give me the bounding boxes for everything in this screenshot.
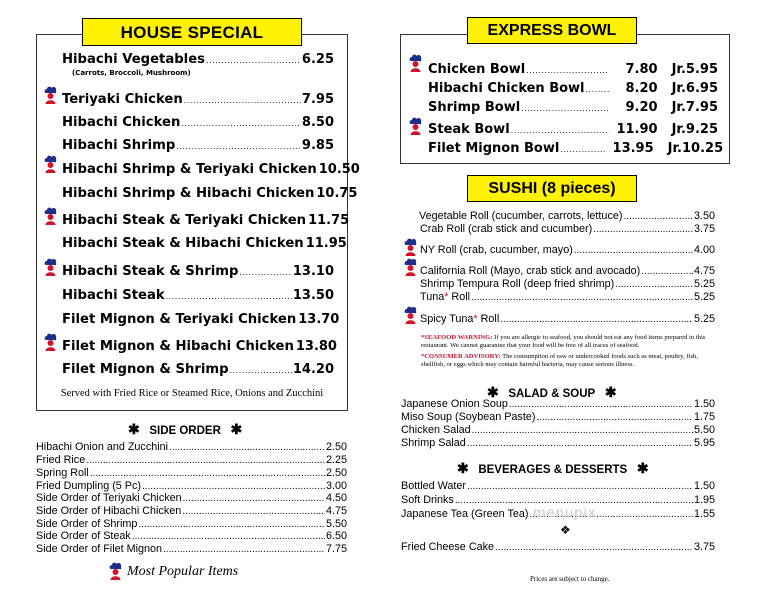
item-price: 1.50: [693, 480, 715, 492]
item-price: 6.50: [325, 530, 347, 542]
most-popular-label: Most Popular Items: [127, 563, 239, 579]
menu-item: [62, 236, 347, 251]
item-name: Fried Rice: [36, 454, 86, 466]
item-price: 5.25: [693, 278, 715, 290]
menu-item: [36, 467, 347, 479]
leader-dots: [560, 145, 604, 154]
sushi-item: [420, 313, 715, 325]
junior-price: 9.25: [685, 122, 718, 137]
item-name: Shrimp Tempura Roll (deep fried shrimp): [420, 278, 615, 290]
item-name: NY Roll (crab, cucumber, mayo): [420, 244, 573, 256]
item-name: Fried Dumpling (5 Pc): [36, 480, 142, 492]
junior-label: Jr.: [671, 100, 686, 115]
leader-dots: [455, 495, 693, 506]
item-price: 7.75: [325, 543, 347, 555]
menu-item: [36, 480, 347, 492]
leader-dots: [521, 104, 608, 113]
junior-label: Jr.: [671, 62, 686, 77]
chef-icon: [43, 333, 58, 352]
menu-item: [36, 492, 347, 504]
menu-item: [401, 411, 715, 423]
sushi-item: [420, 265, 715, 277]
junior-label: Jr.: [671, 81, 686, 96]
sushi-item: [420, 244, 715, 256]
leader-dots: [142, 481, 325, 492]
item-price: 1.55: [693, 508, 715, 520]
seafood-warning-text: If you are allergic to seafood, you should not eat any food items prepared in this restaurant. We cannot guarantee that your food will be free of all traces of seafood.: [421, 334, 706, 350]
watermark: menupix: [533, 506, 597, 521]
item-price: 13.80: [295, 339, 337, 354]
star-icon: ✱: [636, 460, 649, 476]
sushi-item: [420, 278, 715, 290]
item-name-text: Tuna: [420, 291, 445, 303]
asterisk-mark: *: [444, 291, 449, 303]
chef-icon: [408, 117, 423, 136]
leader-dots: [230, 366, 292, 375]
item-name: Japanese Onion Soup: [401, 398, 508, 410]
leader-dots: [467, 481, 693, 492]
star-icon: ✱: [230, 421, 243, 437]
menu-item: [401, 437, 715, 449]
asterisk-mark: *: [473, 313, 478, 325]
most-popular-legend: [108, 562, 238, 581]
item-price: 7.80: [625, 62, 658, 77]
item-name: Hibachi Shrimp & Hibachi Chicken: [62, 186, 315, 201]
seafood-warning-label: *SEAFOOD WARNING:: [421, 334, 493, 341]
leader-dots: [574, 245, 693, 256]
item-price: 3.00: [325, 480, 347, 492]
item-name: Crab Roll (crab stick and cucumber): [420, 223, 593, 235]
item-name: Hibachi Chicken: [62, 115, 181, 130]
leader-dots: [206, 56, 301, 65]
item-name: Chicken Salad: [401, 424, 471, 436]
salad-soup-title: SALAD & SOUP: [508, 388, 596, 400]
leader-dots: [472, 425, 693, 436]
star-icon: ✱: [487, 384, 499, 400]
menu-item: [62, 264, 334, 279]
item-name-suffix: Roll: [477, 313, 500, 325]
served-note: Served with Fried Rice or Steamed Rice, Onions and Zucchini: [60, 388, 324, 399]
item-price: 7.95: [301, 92, 334, 107]
item-name: Filet Mignon & Teriyaki Chicken: [62, 312, 297, 327]
item-name: Fried Cheese Cake: [401, 541, 495, 553]
leader-dots: [181, 119, 301, 128]
item-price: 6.25: [301, 52, 334, 67]
menu-item: [62, 186, 358, 201]
sushi-item: [419, 210, 715, 222]
menu-item: [62, 115, 334, 130]
item-price: 4.00: [693, 244, 715, 256]
junior-price: 10.25: [682, 141, 724, 156]
item-price: 13.50: [292, 288, 334, 303]
menu-item: [62, 213, 350, 228]
menu-item: [62, 92, 334, 107]
leader-dots: [586, 85, 609, 94]
item-name: Side Order of Steak: [36, 530, 131, 542]
leader-dots: [467, 438, 693, 449]
item-price: 1.95: [693, 494, 715, 506]
item-price: 5.50: [693, 424, 715, 436]
item-name: Side Order of Teriyaki Chicken: [36, 492, 182, 504]
menu-item: [36, 518, 347, 530]
leader-dots: [471, 292, 693, 303]
menu-item: [401, 494, 715, 506]
item-name: Japanese Tea (Green Tea): [401, 508, 529, 520]
item-name: Side Order of Hibachi Chicken: [36, 505, 182, 517]
star-icon: ✱: [457, 460, 469, 476]
junior-price: 5.95: [685, 62, 718, 77]
item-price: 13.70: [298, 312, 340, 327]
item-price: 5.25: [693, 291, 715, 303]
menu-item: [401, 424, 715, 436]
menu-item: [36, 530, 347, 542]
item-name: Bottled Water: [401, 480, 467, 492]
consumer-advisory: [421, 353, 717, 369]
leader-dots: [90, 468, 325, 479]
chef-icon: [108, 562, 123, 581]
leader-dots: [182, 506, 325, 517]
sushi-item: [420, 291, 715, 303]
item-name: Hibachi Chicken Bowl: [428, 81, 585, 96]
item-price: 9.20: [625, 100, 658, 115]
leader-dots: [615, 279, 693, 290]
leader-dots: [536, 412, 693, 423]
chef-icon: [403, 258, 418, 277]
item-price: 2.50: [325, 467, 347, 479]
item-name: Hibachi Shrimp: [62, 138, 176, 153]
menu-item: [62, 312, 340, 327]
item-name: Soft Drinks: [401, 494, 454, 506]
item-price: 5.95: [693, 437, 715, 449]
menu-item: [36, 441, 347, 453]
chef-icon: [43, 207, 58, 226]
house-special-title: HOUSE SPECIAL: [82, 18, 302, 46]
leader-dots: [169, 442, 325, 453]
item-price: 2.25: [325, 454, 347, 466]
chef-icon: [403, 306, 418, 325]
item-name: Hibachi Steak & Shrimp: [62, 264, 239, 279]
item-name: [420, 291, 470, 303]
vegetables-note: (Carrots, Broccoli, Mushroom): [72, 69, 191, 77]
item-name: California Roll (Mayo, crab stick and avocado): [420, 265, 641, 277]
item-name: Miso Soup (Soybean Paste): [401, 411, 536, 423]
beverages-title: BEVERAGES & DESSERTS: [478, 464, 628, 476]
side-order-header: [128, 421, 242, 438]
leader-dots: [176, 142, 301, 151]
item-name: Filet Mignon Bowl: [428, 141, 560, 156]
seafood-warning: [421, 334, 717, 350]
diamond-ornament-icon: ❖: [560, 523, 571, 537]
menu-item: [62, 288, 334, 303]
item-price: 4.75: [693, 265, 715, 277]
leader-dots: [184, 96, 301, 105]
consumer-advisory-text: The consumption of raw or undercooked foods such as meat, poultry, fish, shellfish, or eggs which may contain harmful bacteria, may cause serious illness.: [421, 353, 698, 369]
menu-item: [36, 505, 347, 517]
item-price: 5.50: [325, 518, 347, 530]
junior-label: Jr.: [667, 141, 682, 156]
bowl-item: [428, 100, 718, 115]
menu-item: [62, 362, 334, 377]
chef-icon: [408, 54, 423, 73]
leader-dots: [163, 544, 325, 555]
leader-dots: [526, 66, 608, 75]
junior-price: 7.95: [685, 100, 718, 115]
side-order-title: SIDE ORDER: [149, 425, 221, 437]
leader-dots: [593, 224, 693, 235]
item-name: Hibachi Shrimp & Teriyaki Chicken: [62, 162, 317, 177]
item-name-text: Spicy Tuna: [420, 313, 474, 325]
leader-dots: [511, 126, 609, 135]
item-price: 1.75: [693, 411, 715, 423]
item-price: 3.75: [693, 541, 715, 553]
bowl-item: [428, 122, 718, 137]
chef-icon: [43, 258, 58, 277]
leader-dots: [623, 211, 693, 222]
menu-item: [62, 339, 337, 354]
leader-dots: [166, 292, 292, 301]
leader-dots: [132, 531, 325, 542]
junior-price: 6.95: [685, 81, 718, 96]
item-price: 3.75: [693, 223, 715, 235]
beverages-header: [457, 460, 649, 477]
bowl-item: [428, 141, 724, 156]
item-price: 8.50: [301, 115, 334, 130]
item-name: Side Order of Filet Mignon: [36, 543, 163, 555]
item-name: [420, 313, 499, 325]
item-price: 9.85: [301, 138, 334, 153]
consumer-advisory-label: *CONSUMER ADVISORY:: [421, 353, 501, 360]
item-price: 4.50: [325, 492, 347, 504]
item-name: Filet Mignon & Hibachi Chicken: [62, 339, 294, 354]
item-name: Filet Mignon & Shrimp: [62, 362, 229, 377]
item-name: Steak Bowl: [428, 122, 510, 137]
item-price: 8.20: [625, 81, 658, 96]
item-name: Vegetable Roll (cucumber, carrots, lettuce): [419, 210, 623, 222]
item-name: Hibachi Steak & Hibachi Chicken: [62, 236, 304, 251]
item-name: Hibachi Steak & Teriyaki Chicken: [62, 213, 307, 228]
leader-dots: [86, 455, 325, 466]
item-price: 3.50: [693, 210, 715, 222]
sushi-item: [420, 223, 715, 235]
chef-icon: [43, 86, 58, 105]
item-price: 11.75: [308, 213, 350, 228]
star-icon: ✱: [128, 421, 140, 437]
chef-icon: [43, 155, 58, 174]
menu-item: [62, 162, 360, 177]
leader-dots: [509, 399, 693, 410]
bowl-item: [428, 62, 718, 77]
item-price: 14.20: [292, 362, 334, 377]
leader-dots: [138, 519, 325, 530]
item-price: 5.25: [693, 313, 715, 325]
item-price: 11.90: [616, 122, 658, 137]
item-name: Hibachi Steak: [62, 288, 165, 303]
bowl-item: [428, 81, 718, 96]
item-price: 10.50: [318, 162, 360, 177]
item-name: Chicken Bowl: [428, 62, 526, 77]
menu-item: [62, 138, 334, 153]
item-price: 11.95: [305, 236, 347, 251]
menu-item: [62, 52, 334, 67]
item-price: 1.50: [693, 398, 715, 410]
menu-item: [36, 543, 347, 555]
menu-item: [401, 480, 715, 492]
leader-dots: [500, 314, 693, 325]
item-name: Teriyaki Chicken: [62, 92, 183, 107]
chef-icon: [403, 238, 418, 257]
star-icon: ✱: [604, 384, 617, 400]
item-name: Shrimp Salad: [401, 437, 466, 449]
item-name: Shrimp Bowl: [428, 100, 521, 115]
menu-item: [401, 398, 715, 410]
item-price: 13.95: [612, 141, 654, 156]
leader-dots: [495, 542, 693, 553]
item-name: Hibachi Vegetables: [62, 52, 205, 67]
item-price: 13.10: [292, 264, 334, 279]
item-price: 2.50: [325, 441, 347, 453]
item-name: Side Order of Shrimp: [36, 518, 138, 530]
item-name: Hibachi Onion and Zucchini: [36, 441, 169, 453]
item-price: 10.75: [316, 186, 358, 201]
prices-note: Prices are subject to change.: [530, 575, 610, 583]
item-name: Spring Roll: [36, 467, 89, 479]
sushi-title: SUSHI (8 pieces): [467, 175, 637, 202]
item-name-suffix: Roll: [448, 291, 471, 303]
leader-dots: [641, 266, 693, 277]
junior-label: Jr.: [671, 122, 686, 137]
express-bowl-title: EXPRESS BOWL: [467, 17, 637, 44]
leader-dots: [183, 493, 325, 504]
menu-item: [36, 454, 347, 466]
leader-dots: [239, 268, 291, 277]
item-price: 4.75: [325, 505, 347, 517]
menu-item: [401, 541, 715, 553]
